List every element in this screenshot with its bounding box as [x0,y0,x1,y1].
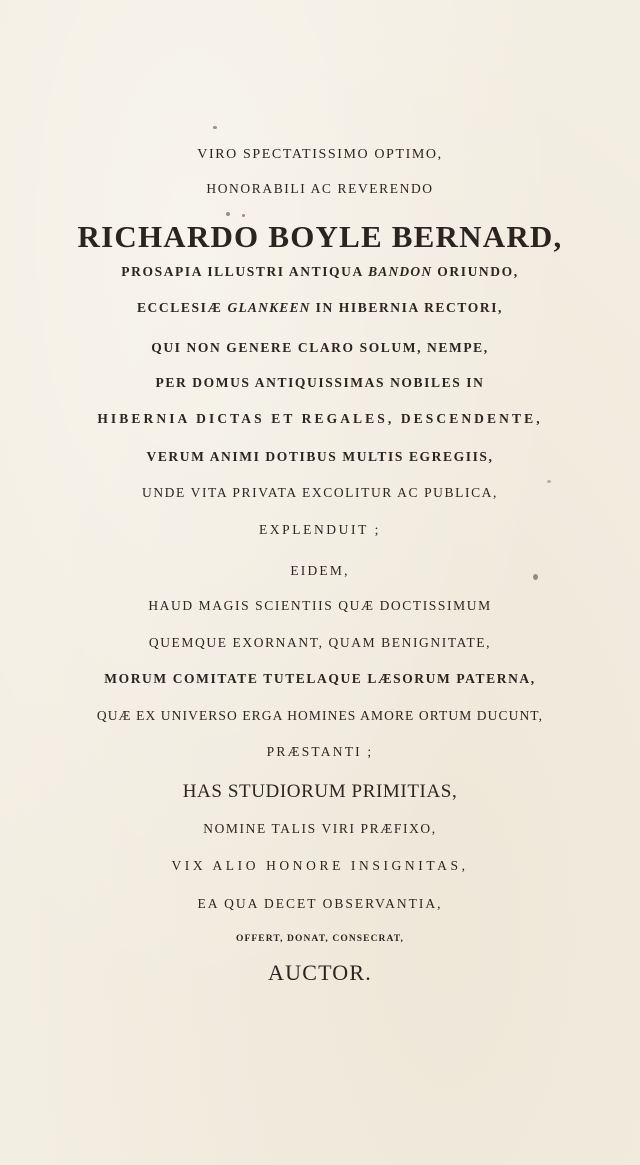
dedication-line-5-start: ECCLESIÆ [136,300,228,315]
dedication-line-15: MORUM COMITATE TUTELAQUE LÆSORUM PATERNA, [104,671,536,686]
paper-speck [213,126,217,129]
dedication-line-14: QUEMQUE EXORNANT, QUAM BENIGNITATE, [148,635,492,650]
place-glankeen: GLANKEEN [227,300,311,315]
dedication-line-16: QUÆ EX UNIVERSO ERGA HOMINES AMORE ORTUM DUCUNT, [96,708,544,723]
dedication-line-13: HAUD MAGIS SCIENTIIS QUÆ DOCTISSIMUM [148,598,492,613]
dedication-line-5-end: IN HIBERNIA RECTORI, [310,300,504,315]
paper-speck [226,212,230,216]
dedication-line-4-end: ORIUNDO, [432,264,519,279]
dedication-line-10: UNDE VITA PRIVATA EXCOLITUR AC PUBLICA, [141,485,498,500]
dedication-line-7: PER DOMUS ANTIQUISSIMAS NOBILES IN [155,375,485,390]
dedication-line-11: EXPLENDUIT ; [258,522,382,537]
dedicatee-name: RICHARDO BOYLE BERNARD, [77,219,563,254]
dedication-line-9: VERUM ANIMI DOTIBUS MULTIS EGREGIIS, [146,449,494,464]
dedication-line-4-start: PROSAPIA ILLUSTRI ANTIQUA [121,264,369,279]
paper-speck [242,214,245,217]
dedication-line-20: VIX ALIO HONORE INSIGNITAS, [171,858,469,873]
dedication-line-12: EIDEM, [290,563,350,578]
dedication-line-19: NOMINE TALIS VIRI PRÆFIXO, [203,821,437,836]
dedication-line-18: HAS STUDIORUM PRIMITIAS, [182,781,458,802]
dedication-line-22: OFFERT, DONAT, CONSECRAT, [235,934,404,944]
dedication-line-5 [0,301,640,315]
author-signature: AUCTOR. [268,960,372,985]
dedication-line-1: VIRO SPECTATISSIMO OPTIMO, [197,147,443,162]
dedication-line-4 [0,265,640,279]
dedication-line-2: HONORABILI AC REVERENDO [206,181,434,196]
dedication-line-21: EA QUA DECET OBSERVANTIA, [197,896,443,911]
place-bandon: BANDON [368,264,433,279]
dedication-line-8: HIBERNIA DICTAS ET REGALES, DESCENDENTE, [97,411,543,426]
dedication-line-6: QUI NON GENERE CLARO SOLUM, NEMPE, [151,340,489,355]
paper-speck [547,480,551,483]
dedication-line-17: PRÆSTANTI ; [266,744,374,759]
